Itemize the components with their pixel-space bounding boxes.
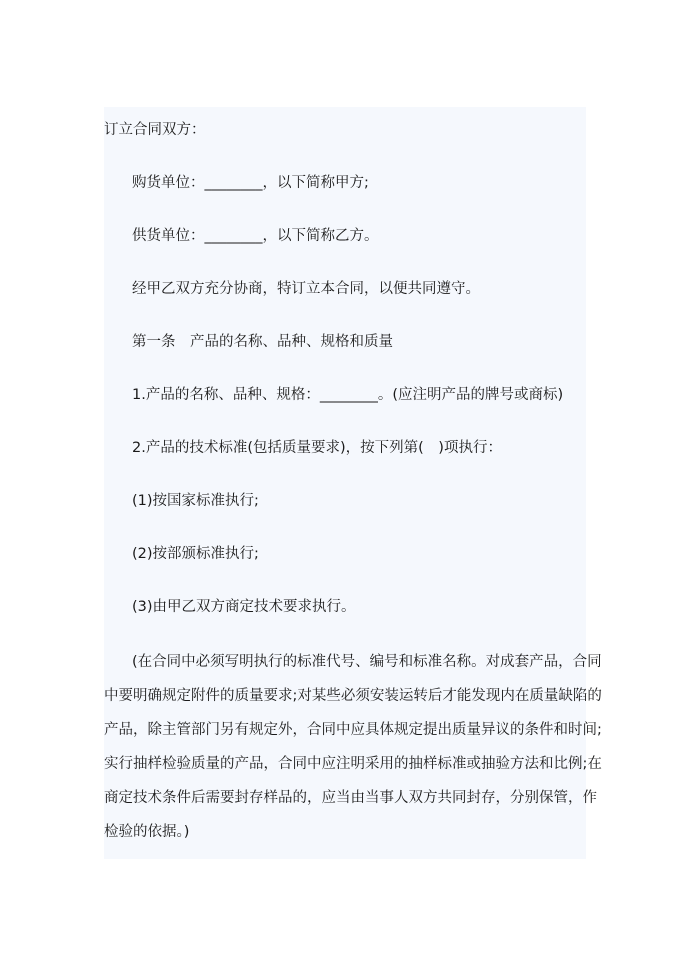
note-line-1: (在合同中必须写明执行的标准代号、编号和标准名称。对成套产品，合同 xyxy=(132,654,602,670)
sub-item-2: (2)按部颁标准执行; xyxy=(132,546,259,562)
item-1: 1.产品的名称、品种、规格：________。(应注明产品的牌号或商标) xyxy=(132,387,564,403)
seller-line: 供货单位：________，以下简称乙方。 xyxy=(132,228,379,244)
sub-item-3: (3)由甲乙双方商定技术要求执行。 xyxy=(132,599,356,615)
note-line-4: 实行抽样检验质量的产品，合同中应注明采用的抽样标准或抽验方法和比例;在 xyxy=(104,756,602,772)
note-line-3: 产品，除主管部门另有规定外，合同中应具体规定提出质量异议的条件和时间; xyxy=(104,722,602,738)
note-line-2: 中要明确规定附件的质量要求;对某些必须安装运转后才能发现内在质量缺陷的 xyxy=(104,688,602,704)
sub-item-1: (1)按国家标准执行; xyxy=(132,493,259,509)
item-2: 2.产品的技术标准(包括质量要求)，按下列第( )项执行： xyxy=(132,440,502,456)
note-line-5: 商定技术条件后需要封存样品的，应当由当事人双方共同封存，分别保管，作 xyxy=(104,790,597,806)
contract-parties-heading: 订立合同双方： xyxy=(104,122,206,138)
article-1-title: 第一条 产品的名称、品种、规格和质量 xyxy=(132,334,393,350)
note-line-6: 检验的依据。) xyxy=(104,824,190,840)
contract-text-block xyxy=(104,107,602,859)
buyer-line: 购货单位：________，以下简称甲方; xyxy=(132,175,369,191)
intro-line: 经甲乙双方充分协商，特订立本合同，以便共同遵守。 xyxy=(132,281,480,297)
